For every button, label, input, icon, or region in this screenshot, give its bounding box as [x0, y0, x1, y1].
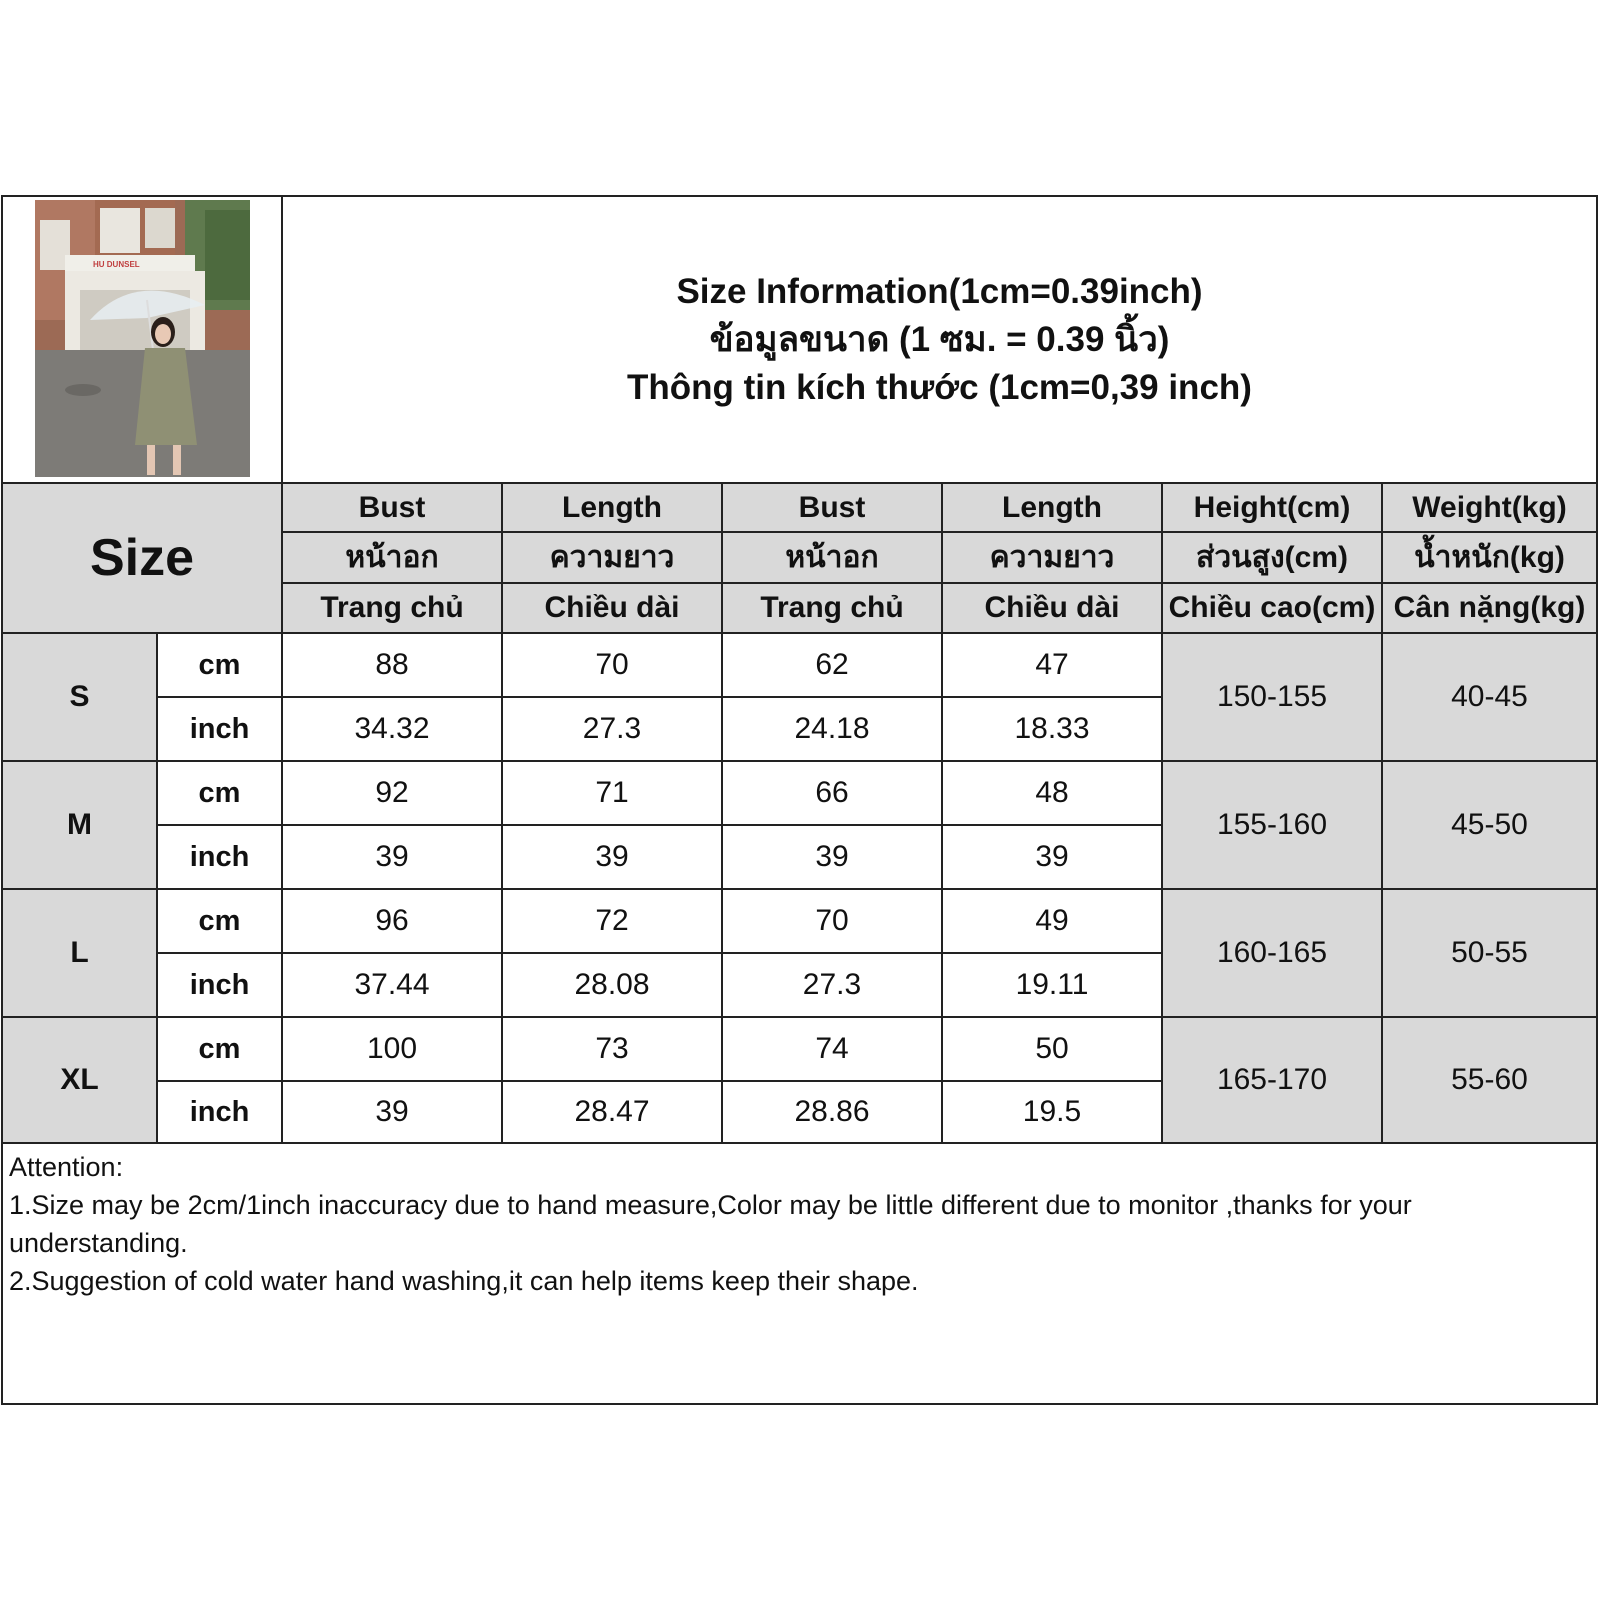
- title-block: [283, 197, 1596, 482]
- cell-value: 19.11: [943, 954, 1163, 1018]
- cell-value: 96: [283, 890, 503, 954]
- col-length2-vi: Chiều dài: [943, 584, 1163, 634]
- col-length-en: Length: [503, 484, 723, 533]
- cell-value: 49: [943, 890, 1163, 954]
- product-photo: [3, 197, 283, 482]
- cell-weight: 40-45: [1383, 634, 1596, 762]
- cell-value: 39: [283, 1082, 503, 1142]
- col-length2-en: Length: [943, 484, 1163, 533]
- cell-value: 39: [723, 826, 943, 890]
- cell-value: 47: [943, 634, 1163, 698]
- cell-value: 88: [283, 634, 503, 698]
- cell-weight: 55-60: [1383, 1018, 1596, 1142]
- unit-inch: inch: [158, 698, 283, 762]
- title-vietnamese: Thông tin kích thước (1cm=0,39 inch): [627, 367, 1252, 407]
- cell-height: 155-160: [1163, 762, 1383, 890]
- cell-value: 70: [723, 890, 943, 954]
- col-height-th: ส่วนสูง(cm): [1163, 533, 1383, 584]
- cell-value: 71: [503, 762, 723, 826]
- cell-value: 28.08: [503, 954, 723, 1018]
- cell-weight: 45-50: [1383, 762, 1596, 890]
- unit-cm: cm: [158, 634, 283, 698]
- product-photo-image: [35, 200, 250, 477]
- cell-value: 39: [283, 826, 503, 890]
- size-header: Size: [3, 484, 283, 634]
- unit-cm: cm: [158, 762, 283, 826]
- cell-value: 28.47: [503, 1082, 723, 1142]
- col-length-th: ความยาว: [503, 533, 723, 584]
- unit-inch: inch: [158, 826, 283, 890]
- cell-weight: 50-55: [1383, 890, 1596, 1018]
- size-chart: [1, 195, 1598, 1405]
- cell-height: 160-165: [1163, 890, 1383, 1018]
- cell-value: 27.3: [723, 954, 943, 1018]
- cell-value: 100: [283, 1018, 503, 1082]
- col-bust2-th: หน้าอก: [723, 533, 943, 584]
- cell-value: 37.44: [283, 954, 503, 1018]
- size-m: M: [3, 762, 158, 890]
- col-height-vi: Chiều cao(cm): [1163, 584, 1383, 634]
- cell-value: 39: [943, 826, 1163, 890]
- cell-value: 66: [723, 762, 943, 826]
- cell-value: 28.86: [723, 1082, 943, 1142]
- size-s: S: [3, 634, 158, 762]
- cell-value: 24.18: [723, 698, 943, 762]
- col-bust-en: Bust: [283, 484, 503, 533]
- cell-value: 34.32: [283, 698, 503, 762]
- cell-value: 62: [723, 634, 943, 698]
- notes-heading: Attention:: [9, 1152, 124, 1182]
- unit-inch: inch: [158, 1082, 283, 1142]
- col-weight-th: น้ำหนัก(kg): [1383, 533, 1596, 584]
- title-thai: ข้อมูลขนาด (1 ซม. = 0.39 นิ้ว): [709, 319, 1170, 359]
- svg-text:HU DUNSEL: HU DUNSEL: [93, 260, 140, 269]
- cell-value: 92: [283, 762, 503, 826]
- cell-value: 48: [943, 762, 1163, 826]
- size-xl: XL: [3, 1018, 158, 1142]
- unit-cm: cm: [158, 1018, 283, 1082]
- cell-value: 18.33: [943, 698, 1163, 762]
- cell-value: 19.5: [943, 1082, 1163, 1142]
- size-l: L: [3, 890, 158, 1018]
- cell-value: 72: [503, 890, 723, 954]
- cell-value: 50: [943, 1018, 1163, 1082]
- col-bust2-vi: Trang chủ: [723, 584, 943, 634]
- col-weight-en: Weight(kg): [1383, 484, 1596, 533]
- col-bust-th: หน้าอก: [283, 533, 503, 584]
- unit-cm: cm: [158, 890, 283, 954]
- attention-notes: [3, 1142, 1596, 1403]
- cell-value: 74: [723, 1018, 943, 1082]
- notes-line-1: 1.Size may be 2cm/1inch inaccuracy due to hand measure,Color may be little different due to monitor ,thanks for your understanding.: [9, 1190, 1412, 1258]
- title-english: Size Information(1cm=0.39inch): [676, 271, 1203, 311]
- col-bust2-en: Bust: [723, 484, 943, 533]
- col-weight-vi: Cân nặng(kg): [1383, 584, 1596, 634]
- cell-value: 39: [503, 826, 723, 890]
- col-height-en: Height(cm): [1163, 484, 1383, 533]
- notes-line-2: 2.Suggestion of cold water hand washing,it can help items keep their shape.: [9, 1266, 919, 1296]
- unit-inch: inch: [158, 954, 283, 1018]
- col-length-vi: Chiều dài: [503, 584, 723, 634]
- cell-value: 70: [503, 634, 723, 698]
- cell-height: 150-155: [1163, 634, 1383, 762]
- cell-value: 27.3: [503, 698, 723, 762]
- cell-value: 73: [503, 1018, 723, 1082]
- cell-height: 165-170: [1163, 1018, 1383, 1142]
- col-length2-th: ความยาว: [943, 533, 1163, 584]
- col-bust-vi: Trang chủ: [283, 584, 503, 634]
- size-table: [3, 482, 1596, 1142]
